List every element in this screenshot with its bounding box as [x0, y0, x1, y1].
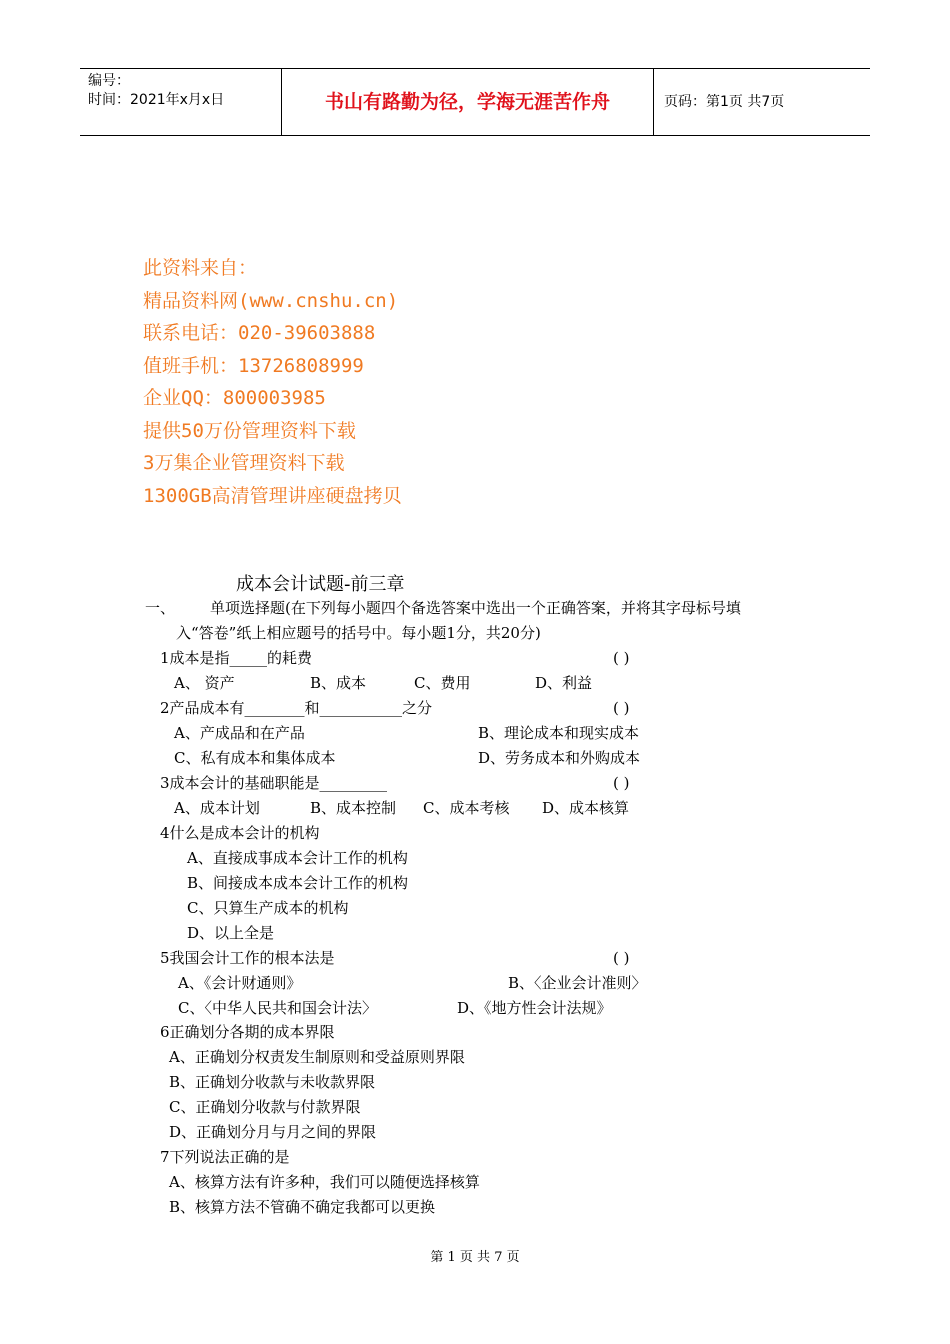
option-b: B、成本控制 [310, 799, 397, 817]
option-c: C、只算生产成本的机构 [187, 899, 349, 917]
question-7: 7下列说法正确的是 [160, 1148, 290, 1166]
option-d: D、正确划分月与月之间的界限 [169, 1123, 377, 1141]
option-a: A、成本计划 [174, 799, 260, 817]
option-d: D、《地方性会计法规》 [457, 999, 612, 1017]
date-label: 时间：2021年x月x日 [88, 92, 225, 108]
source-line: 提供50万份管理资料下载 [143, 419, 356, 442]
section-number: 一、 [145, 599, 176, 617]
option-b: B、正确划分收款与未收款界限 [169, 1073, 376, 1091]
source-line: 1300GB高清管理讲座硬盘拷贝 [143, 484, 402, 507]
option-d: D、劳务成本和外购成本 [478, 749, 641, 767]
option-a: A、正确划分权责发生制原则和受益原则界限 [169, 1048, 465, 1066]
question-1: 1成本是指_____的耗费 [160, 649, 313, 667]
answer-bracket: ( ) [613, 774, 630, 792]
source-line: 此资料来自： [143, 257, 258, 279]
option-c: C、私有成本和集体成本 [174, 749, 336, 767]
option-d: D、以上全是 [187, 924, 275, 942]
source-line: 企业QQ：800003985 [143, 387, 326, 409]
question-2: 2产品成本有________和___________之分 [160, 699, 433, 717]
option-c: C、正确划分收款与付款界限 [169, 1098, 361, 1116]
option-a: A、核算方法有许多种，我们可以随便选择核算 [169, 1173, 480, 1191]
section-instruction-line2: 入“答卷”纸上相应题号的括号中。每小题1分，共20分) [176, 624, 541, 642]
option-b: B、成本 [310, 674, 367, 692]
question-4: 4什么是成本会计的机构 [160, 824, 320, 842]
header-page-info: 页码：第1页 共7页 [664, 94, 785, 110]
option-a: A、 资产 [174, 674, 235, 692]
answer-bracket: ( ) [613, 949, 630, 967]
question-6: 6正确划分各期的成本界限 [160, 1023, 335, 1041]
answer-bracket: ( ) [613, 649, 630, 667]
option-c: C、费用 [414, 674, 471, 692]
source-line: 值班手机：13726808999 [143, 354, 364, 377]
option-b: B、理论成本和现实成本 [478, 724, 640, 742]
option-b: B、间接成本成本会计工作的机构 [187, 874, 409, 892]
option-b: B、核算方法不管确不确定我都可以更换 [169, 1198, 436, 1216]
question-3: 3成本会计的基础职能是_________ [160, 774, 388, 792]
header-meta [80, 69, 282, 135]
option-b: B、〈企业会计准则〉 [508, 974, 647, 992]
option-a: A、直接成事成本会计工作的机构 [187, 849, 408, 867]
page-header [80, 68, 870, 136]
source-line: 3万集企业管理资料下载 [143, 452, 345, 474]
source-line: 精品资料网(www.cnshu.cn) [143, 289, 399, 312]
option-a: A、《会计财通则》 [178, 974, 302, 992]
section-instruction-line1: 单项选择题(在下列每小题四个备选答案中选出一个正确答案，并将其字母标号填 [210, 599, 741, 617]
option-a: A、产成品和在产品 [174, 724, 305, 742]
option-d: D、成本核算 [542, 799, 630, 817]
source-line: 联系电话：020-39603888 [143, 322, 376, 344]
option-c: C、成本考核 [423, 799, 510, 817]
option-d: D、利益 [535, 674, 593, 692]
answer-bracket: ( ) [613, 699, 630, 717]
option-c: C、〈中华人民共和国会计法〉 [178, 999, 377, 1017]
source-info [143, 252, 402, 512]
header-motto: 书山有路勤为径，学海无涯苦作舟 [282, 69, 654, 135]
question-5: 5我国会计工作的根本法是 [160, 949, 335, 967]
page-footer: 第 1 页 共 7 页 [430, 1250, 520, 1265]
number-label: 编号： [88, 73, 130, 89]
document-title: 成本会计试题-前三章 [236, 574, 405, 595]
